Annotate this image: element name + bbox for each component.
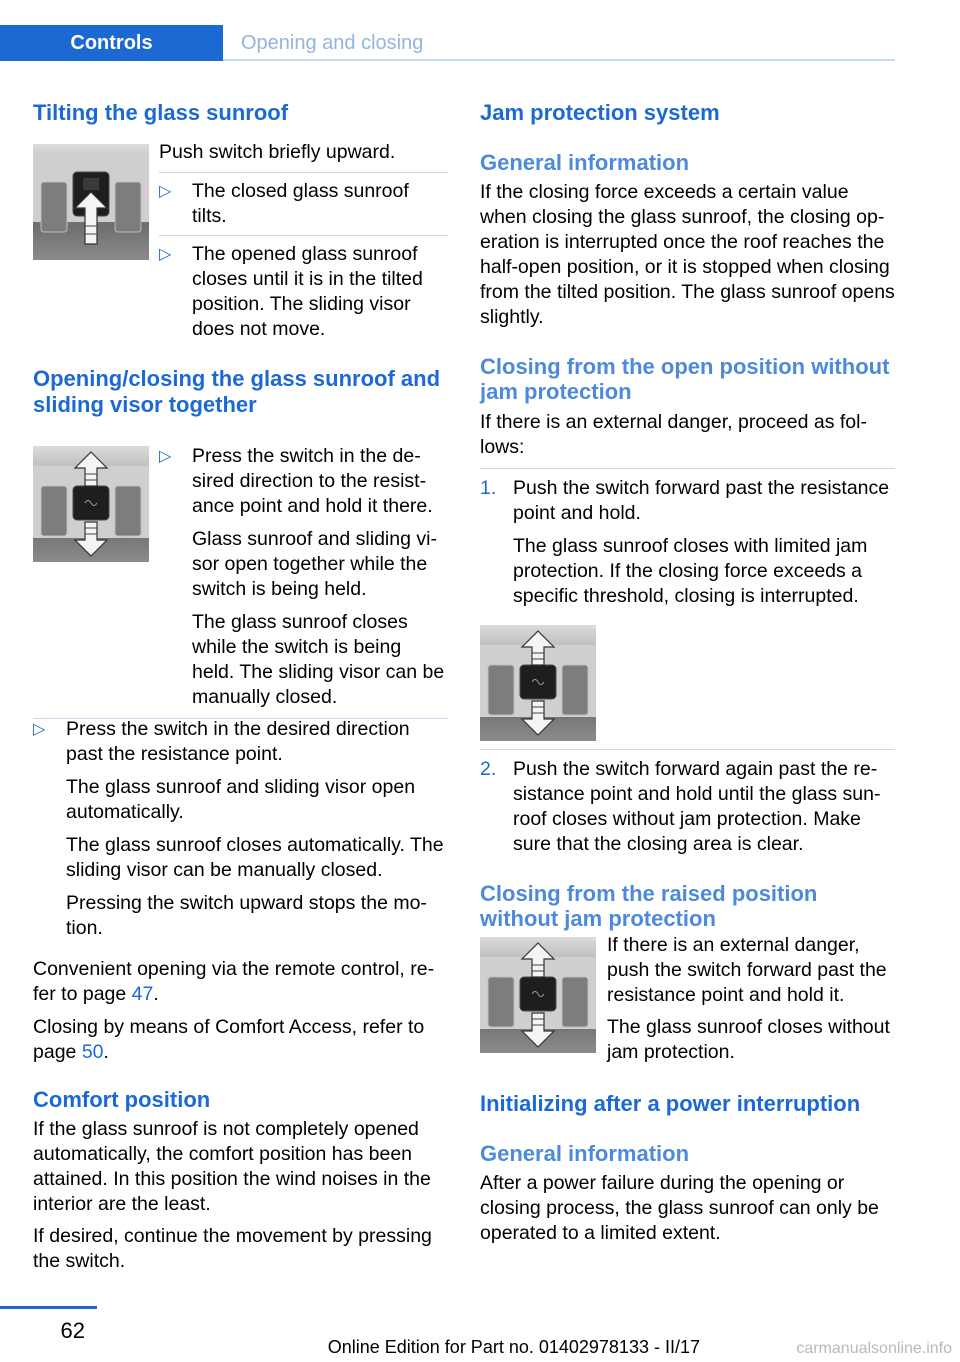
section-tab-controls: Controls [0,25,223,61]
bullet-item: ▷ The closed glass sunroof tilts. [159,180,409,227]
numbered-step-1: 1. Push the switch forward past the resistance point and hold. [480,477,890,524]
footer-accent-line [0,1306,97,1309]
triangle-bullet-icon: ▷ [159,246,172,263]
numbered-step-2: 2. Push the switch forward again past the resistance point and hold until the glass sunroof closes without jam protection. Make sure that the closing area is clear. [480,758,881,855]
bullet-item: ▷ The opened glass sunroof closes until it is in the tilted position. The sliding visor does not move. [159,243,423,340]
edition-info: Online Edition for Part no. 01402978133 - II/17 [327,1337,700,1357]
bullet-paragraph: Glass sunroof and sliding visor open together while the switch is being held. [192,528,437,600]
right-column [480,100,895,1246]
switch-illustration-tilt [33,144,149,260]
raised-position-text-1: If there is an external danger, push the switch forward past the resistance point and hold it. [607,934,887,1006]
triangle-bullet-icon: ▷ [159,448,172,465]
bullet-paragraph: The glass sunroof closes while the switch is being held. The sliding visor can be manually closed. [192,611,445,708]
bullet-item: ▷ Press the switch in the desired direction past the resistance point. [33,718,410,765]
switch-illustration-open-position [480,625,596,741]
tilting-intro: Push switch briefly upward. [159,141,396,163]
page-number: 62 [60,1318,85,1343]
open-position-intro: If there is an external danger, proceed as follows: [480,411,867,458]
page-link-47[interactable]: 47 [131,983,154,1005]
heading-jam-protection: Jam protection system [480,100,720,125]
page-link-50[interactable]: 50 [81,1041,104,1063]
subheading-closing-raised-position: Closing from the raised position without jam protection [480,881,818,931]
bullet-item: ▷ Press the switch in the desired direction to the resistance point and hold it there. [159,445,433,517]
bullet-paragraph: The glass sunroof and sliding visor open automatically. [66,776,416,823]
header-divider [223,59,895,61]
subheading-closing-open-position: Closing from the open position without jam protection [480,354,890,404]
comfort-paragraph-2: If desired, continue the movement by pressing the switch. [33,1225,432,1272]
bullet-paragraph: The glass sunroof closes automatically. The sliding visor can be manually closed. [66,834,444,881]
comfort-access-reference: Closing by means of Comfort Access, refer to page 50. [33,1016,425,1063]
init-general-text: After a power failure during the opening or closing process, the glass sunroof can only be operated to a limited extent. [480,1172,879,1244]
heading-comfort-position: Comfort position [33,1087,211,1112]
left-column [33,100,448,1274]
step-1-detail: The glass sunroof closes with limited jam protection. If the closing force exceeds a specific threshold, closing is interrupted. [513,535,868,607]
jam-general-text: If the closing force exceeds a certain value when closing the glass sunroof, the closing operation is interrupted once the roof reaches the half-open position, or it is stopped when closing from the tilted position. The glass sunroof opens slightly. [480,181,895,328]
heading-initializing: Initializing after a power interruption [480,1091,861,1116]
heading-opening-closing-together: Opening/closing the glass sunroof and sliding visor together [33,366,441,417]
subheading-general-information-init: General information [480,1141,690,1166]
switch-illustration-together [33,446,149,562]
remote-control-reference: Convenient opening via the remote control, refer to page 47. [33,958,435,1005]
section-tab-opening-closing: Opening and closing [241,32,424,54]
watermark: carmanualsonline.info [796,1340,952,1357]
triangle-bullet-icon: ▷ [159,183,172,200]
bullet-paragraph: Pressing the switch upward stops the motion. [66,892,427,939]
heading-tilting: Tilting the glass sunroof [33,100,289,125]
switch-illustration-raised-position [480,937,596,1053]
triangle-bullet-icon: ▷ [33,721,46,738]
comfort-paragraph-1: If the glass sunroof is not completely opened automatically, the comfort position has been attained. In this position the wind noises in the interior are the least. [33,1118,431,1215]
page-header [0,25,895,61]
subheading-general-information: General information [480,150,690,175]
raised-position-text-2: The glass sunroof closes without jam protection. [607,1016,890,1063]
